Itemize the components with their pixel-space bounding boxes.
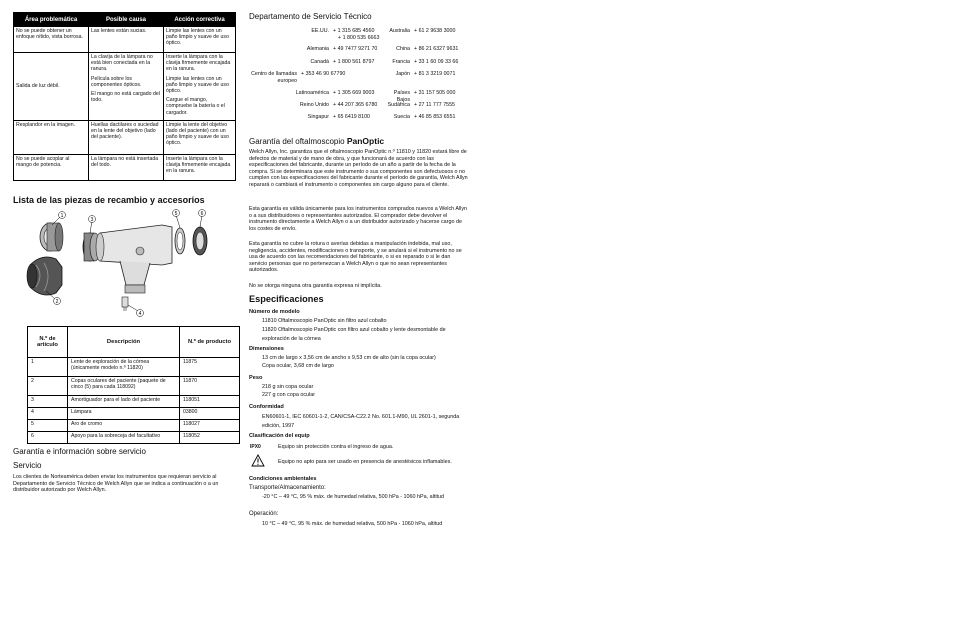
callout-3: 3 <box>90 217 94 223</box>
spec-text: EN60601-1, IEC 60601-1-2, CAN/CSA-C22.2 No. 601.1-M90, UL 2601-1, segunda edición, 1997 <box>262 414 460 429</box>
phone-number: + 44 207 365 6780 <box>333 102 378 108</box>
corneal-lens-illustration <box>40 223 63 251</box>
action-cell: Limpie la lente del objetivo (lado del paciente) con un paño limpio y suave de uso óptico. <box>164 120 236 154</box>
spec-heading: Condiciones ambientales <box>249 476 317 482</box>
cause-text: El mango no está cargado del todo. <box>91 91 160 104</box>
spec-text: 227 g con copa ocular <box>262 392 316 398</box>
desc-cell: Copas oculares del paciente (paquete de cinco (5) para cada 118092) <box>68 377 180 396</box>
phone-number: + 1 315 685 4560 <box>333 28 375 34</box>
country-label: Alemania <box>306 46 329 52</box>
lamp-illustration <box>122 297 128 311</box>
cause-text: La clavija de la lámpara no está bien conectada en la ranura. <box>91 54 153 73</box>
phone-number: + 31 157 505 000 <box>414 90 456 96</box>
warning-icon <box>251 454 265 467</box>
product-cell: 03800 <box>180 408 240 420</box>
cause-cell: Las lentes están sucias. <box>89 27 164 53</box>
action-cell: Inserte la lámpara con la clavija firmemente encajada en la ranura. <box>164 154 236 180</box>
spec-text: Equipo no apto para ser usado en presencia de anestésicos inflamables. <box>278 459 452 465</box>
patient-eyecup-illustration <box>27 257 62 295</box>
spec-text: 11820 Oftalmoscopio PanOptic con filtro azul cobalto y lente desmontable de exploración de la córnea <box>262 327 446 342</box>
warranty-paragraph: Welch Allyn, Inc. garantiza que el oftalmoscopio PanOptic n.º 11810 y 11820 estará libre de defectos de material y de mano de obra, y que funcionará de acuerdo con las especificaciones del fabricante, durante un período de un año a partir de la fecha de la compra. Si se determinara que este instrumento o sus componentes son defectuosos o no cumplen con las especificaciones del fabricante durante el período de garantía, Welch Allyn reparará o cambiará el instrumento o componentes sin cargo alguno para el cliente. <box>249 149 468 188</box>
spec-text: 10 °C – 49 °C, 95 % máx. de humedad relativa, 500 hPa - 1060 hPa, altitud <box>262 521 443 527</box>
country-label: Sudáfrica <box>387 102 410 108</box>
phone-number: + 86 21 6327 9631 <box>414 46 459 52</box>
problem-cell: No se puede acoplar al mango de potencia. <box>14 154 89 180</box>
table-row <box>28 377 240 396</box>
phone-number: + 27 11 777 7555 <box>414 102 455 108</box>
country-label: China <box>396 46 410 52</box>
warranty-title-prefix: Garantía del oftalmoscopio <box>249 137 345 146</box>
callout-5: 5 <box>174 211 178 217</box>
spec-heading: Número de modelo <box>249 309 300 315</box>
service-dept-title: Departamento de Servicio Técnico <box>249 12 372 21</box>
product-cell: 11875 <box>180 358 240 377</box>
table-row <box>28 432 240 444</box>
parts-illustration <box>22 205 242 323</box>
problem-cell: Salida de luz débil. <box>14 53 89 121</box>
table-row <box>28 358 240 377</box>
table-row <box>14 120 236 154</box>
warranty-title-brand: PanOptic <box>346 136 385 146</box>
phone-number: + 61 2 9638 3000 <box>414 28 456 34</box>
cause-cell: La lámpara no está insertada del todo. <box>89 154 164 180</box>
troubleshooting-table <box>13 12 236 181</box>
callout-2: 2 <box>55 299 59 305</box>
phone-number: + 65 6419 8100 <box>333 114 370 120</box>
product-cell: 118027 <box>180 420 240 432</box>
cause-cell: Huellas dactilares o suciedad en la lente del objetivo (lado del paciente). <box>89 120 164 154</box>
item-cell: 4 <box>28 408 68 420</box>
warranty-paragraph: No se otorga ninguna otra garantía expresa ni implícita. <box>249 283 382 289</box>
callout-1: 1 <box>60 213 64 219</box>
spec-heading: Conformidad <box>249 404 284 410</box>
header-product: N.º de producto <box>180 327 240 358</box>
desc-cell: Aro de cromo <box>68 420 180 432</box>
country-label: Centro de llamadas europeo <box>251 71 297 84</box>
country-label: Países Bajos <box>393 90 410 103</box>
brow-rest-illustration <box>193 227 207 255</box>
desc-cell: Lente de exploración de la córnea (únicamente modelo n.º 11820) <box>68 358 180 377</box>
spec-heading: Dimensiones <box>249 346 284 352</box>
warranty-paragraph: Esta garantía es válida únicamente para los instrumentos comprados nuevos a Welch Allyn o a sus distribuidores o representantes autorizados. El comprador debe devolver el instrumento directamente a Welch Allyn o a un distribuidor autorizado y hacerse cargo de los costes de envío. <box>249 206 468 232</box>
phone-number: + 1 800 535 6663 <box>338 35 380 41</box>
spec-label: Operación: <box>249 511 279 517</box>
action-text: Limpie las lentes con un paño limpio y suave de uso óptico. <box>166 75 229 95</box>
country-label: EE.UU. <box>311 28 329 34</box>
action-cell <box>164 53 236 121</box>
warranty-paragraph: Esta garantía no cubre la rotura o averías debidas a manipulación indebida, mal uso, negligencia, accidentes, modificaciones o transporte, y se anulará si el instrumento no se usa de acuerdo con las recomendaciones del fabricante, o si es reparado o si le dan servicio personas que no pertenezcan a Welch Allyn o que no sean representantes autorizados. <box>249 241 462 274</box>
table-row <box>14 53 236 121</box>
item-cell: 1 <box>28 358 68 377</box>
service-subtitle: Servicio <box>13 461 42 470</box>
phone-number: + 33 1 60 09 33 66 <box>414 59 459 65</box>
callout-4: 4 <box>138 311 142 317</box>
warranty-service-title: Garantía e información sobre servicio <box>13 447 146 456</box>
phone-number: + 49 7477 9271 70 <box>333 46 378 52</box>
service-contacts-right <box>380 28 490 123</box>
phone-number: + 81 3 3219 0071 <box>414 71 456 77</box>
item-cell: 3 <box>28 396 68 408</box>
desc-cell: Amortiguador para el lado del paciente <box>68 396 180 408</box>
cause-cell <box>89 53 164 121</box>
chrome-ring-illustration <box>175 228 185 254</box>
country-label: Latinoamérica <box>295 90 329 96</box>
header-item: N.º de artículo <box>28 327 68 358</box>
table-row <box>28 408 240 420</box>
table-row <box>28 420 240 432</box>
action-cell: Limpie las lentes con un paño limpio y suave de uso óptico. <box>164 27 236 53</box>
item-cell: 2 <box>28 377 68 396</box>
action-text: Inserte la lámpara con la clavija firmemente encajada en la ranura. <box>166 54 231 73</box>
desc-cell: Apoyo para la sobreceja del facultativo <box>68 432 180 444</box>
spec-heading: Clasificación del equip <box>249 433 310 439</box>
callout-6: 6 <box>200 211 204 217</box>
country-label: Canadá <box>310 59 329 65</box>
header-problem: Área problemática <box>14 13 89 27</box>
product-cell: 118051 <box>180 396 240 408</box>
header-description: Descripción <box>68 327 180 358</box>
phone-number: + 353 46 90 67790 <box>301 71 346 77</box>
spec-heading: Peso <box>249 375 263 381</box>
spec-text: 218 g sin copa ocular <box>262 384 314 390</box>
header-action: Acción correctiva <box>164 13 236 27</box>
problem-cell: No se puede obtener un enfoque nítido, vista borrosa. <box>14 27 89 53</box>
spec-text: Copa ocular, 3,68 cm de largo <box>262 363 334 369</box>
phone-number: + 1 800 561 8797 <box>333 59 375 65</box>
spec-text: 13 cm de largo x 3,56 cm de ancho x 9,53 cm de alto (sin la copa ocular) <box>262 355 436 361</box>
specs-title: Especificaciones <box>249 294 324 304</box>
country-label: Reino Unido <box>299 102 329 108</box>
item-cell: 5 <box>28 420 68 432</box>
phone-number: + 1 305 669 9003 <box>333 90 375 96</box>
header-cause: Posible causa <box>89 13 164 27</box>
country-label: Singapur <box>307 114 329 120</box>
table-row <box>14 154 236 180</box>
problem-cell: Resplandor en la imagen. <box>14 120 89 154</box>
spec-label: Transporte/Almacenamiento: <box>249 485 326 491</box>
service-body: Los clientes de Norteamérica deben enviar los instrumentos que requieran servicio al Departamento de Servicio Técnico de Welch Allyn que se indica a continuación o a un distribuidor autorizado por Welch Allyn. <box>13 474 219 494</box>
country-label: Francia <box>392 59 410 65</box>
table-row <box>14 27 236 53</box>
table-row <box>28 396 240 408</box>
spec-text: -20 °C – 49 °C, 95 % máx. de humedad relativa, 500 hPa - 1060 hPa, altitud <box>262 494 445 500</box>
ipx0-icon: IPX0 <box>250 444 261 450</box>
country-label: Australia <box>389 28 410 34</box>
warranty-title <box>249 136 384 146</box>
parts-table <box>27 326 240 444</box>
phone-number: + 46 85 853 6551 <box>414 114 456 120</box>
spec-text: 11810 Oftalmoscopio PanOptic sin filtro azul cobalto <box>262 318 387 324</box>
ophthalmoscope-body-illustration <box>96 225 172 293</box>
spec-text: Equipo sin protección contra el ingreso de agua. <box>278 444 394 450</box>
action-text: Cargue el mango, compruebe la batería o el cargador. <box>166 97 225 116</box>
desc-cell: Lámpara <box>68 408 180 420</box>
product-cell: 118052 <box>180 432 240 444</box>
item-cell: 6 <box>28 432 68 444</box>
country-label: Suecia <box>393 114 410 120</box>
product-cell: 11870 <box>180 377 240 396</box>
country-label: Japón <box>395 71 410 77</box>
cause-text: Película sobre los componentes ópticos. <box>91 75 142 88</box>
parts-title: Lista de las piezas de recambio y accesorios <box>13 195 205 205</box>
